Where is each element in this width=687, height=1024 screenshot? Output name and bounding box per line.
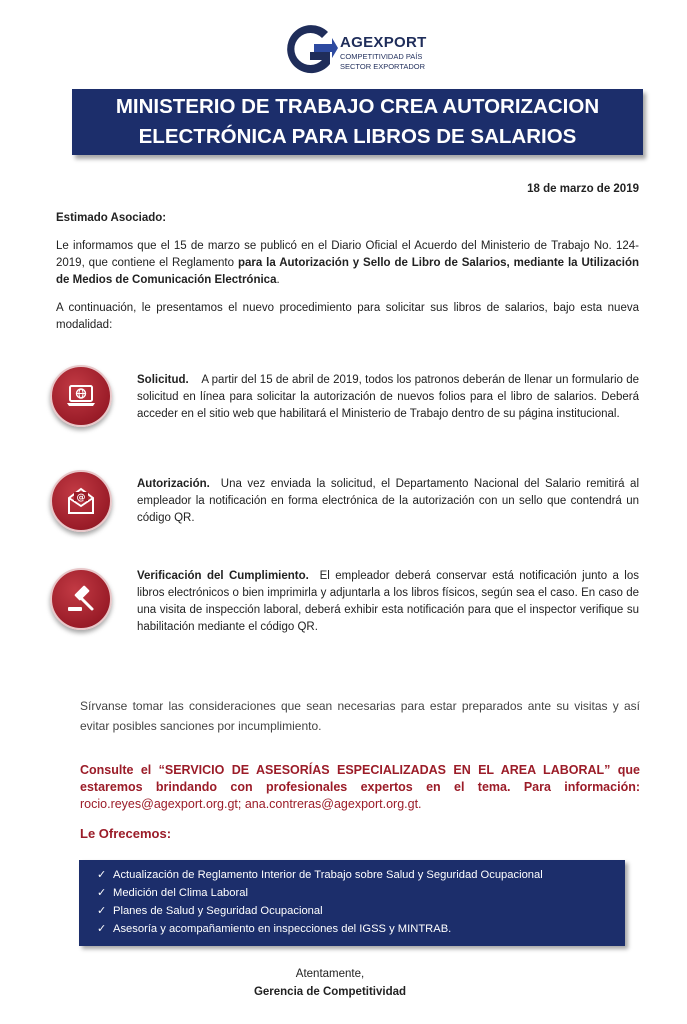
offer-list-box [79, 860, 625, 946]
title-line-2: ELECTRÓNICA PARA LIBROS DE SALARIOS [138, 125, 577, 148]
offer-item-text: Planes de Salud y Seguridad Ocupacional [113, 905, 323, 917]
item-solicitud-heading: Solicitud. [137, 374, 189, 386]
check-icon: ✓ [97, 923, 107, 935]
item-solicitud [137, 372, 639, 423]
email-envelope-icon [50, 470, 112, 532]
offer-item [97, 902, 625, 920]
offer-item [97, 884, 625, 902]
logo-text [340, 34, 427, 71]
item-autorizacion-heading: Autorización. [137, 478, 210, 490]
check-icon: ✓ [97, 869, 107, 881]
check-icon: ✓ [97, 905, 107, 917]
consult-paragraph [80, 762, 640, 813]
laptop-web-icon [50, 365, 112, 427]
offer-heading: Le Ofrecemos: [80, 826, 172, 841]
offer-item-text: Asesoría y acompañamiento en inspecciones del IGSS y MINTRAB. [113, 923, 452, 935]
intro-bold: para la Autorización y Sello de Libro de Salarios, mediante la Utilización de Medios de Comunicación Electrónica [56, 257, 639, 286]
item-verificacion [137, 568, 639, 636]
item-verificacion-heading: Verificación del Cumplimiento. [137, 570, 309, 582]
intro-end: . [276, 274, 280, 286]
item-autorizacion-text: Una vez enviada la solicitud, el Departamento Nacional del Salario remitirá al empleador la notificación en forma electrónica de la autorización con un sello que contendrá un código QR. [137, 478, 639, 524]
check-icon: ✓ [97, 887, 107, 899]
contact-emails: rocio.reyes@agexport.org.gt; ana.contreras@agexport.org.gt. [80, 797, 422, 811]
offer-list [79, 860, 625, 938]
offer-item [97, 866, 625, 884]
intro-paragraph [56, 238, 639, 289]
signature-greeting: Atentamente, [295, 968, 365, 980]
agexport-logo [280, 20, 470, 80]
item-verificacion-text: El empleador deberá conservar está notificación junto a los libros electrónicos o bien imprimirla y adjuntarla a los libros físicos, según sea el caso. En caso de una visita de inspección laboral, deberá exhibir esta notificación para que el inspector verifique su habilitación mediante el código QR. [137, 570, 639, 633]
svg-text:@: @ [76, 493, 86, 503]
title-line-1: MINISTERIO DE TRABAJO CREA AUTORIZACION [115, 95, 600, 118]
title-banner [72, 89, 643, 155]
item-solicitud-text: A partir del 15 de abril de 2019, todos los patronos deberán de llenar un formulario de solicitud en línea para solicitar la autorización de nuevos folios para el libro de salarios. Deberá acceder en el sitio web que habilitará el Ministerio de Trabajo dentro de su página institucional. [137, 374, 639, 420]
intro-paragraph-2: A continuación, le presentamos el nuevo procedimiento para solicitar sus libros de salarios, bajo esta nueva modalidad: [56, 302, 639, 331]
offer-item-text: Actualización de Reglamento Interior de Trabajo sobre Salud y Seguridad Ocupacional [113, 869, 543, 881]
logo-subtitle-2: SECTOR EXPORTADOR [340, 62, 426, 71]
greeting: Estimado Asociado: [56, 212, 167, 224]
logo-name: AGEXPORT [340, 34, 427, 51]
signature-department: Gerencia de Competitividad [253, 986, 407, 998]
consult-text: Consulte el “SERVICIO DE ASESORÍAS ESPECIALIZADAS EN EL AREA LABORAL” que estaremos brindando con profesionales expertos en el tema. Para información: [80, 763, 640, 794]
closing-paragraph: Sírvanse tomar las consideraciones que sean necesarias para estar preparados ante su visitas y así evitar posibles sanciones por incumplimiento. [80, 699, 640, 733]
logo-subtitle-1: COMPETITIVIDAD PAÍS [340, 52, 423, 61]
document-date: 18 de marzo de 2019 [527, 183, 639, 195]
agexport-g-mark-icon [280, 20, 338, 80]
offer-item-text: Medición del Clima Laboral [113, 887, 248, 899]
intro-text: Le informamos que el 15 de marzo se publicó en el Diario Oficial el Acuerdo del Ministerio de Trabajo No. 124-2019, que contiene el Reglamento [56, 240, 639, 269]
gavel-icon [50, 568, 112, 630]
offer-item [97, 920, 625, 938]
item-autorizacion [137, 476, 639, 527]
